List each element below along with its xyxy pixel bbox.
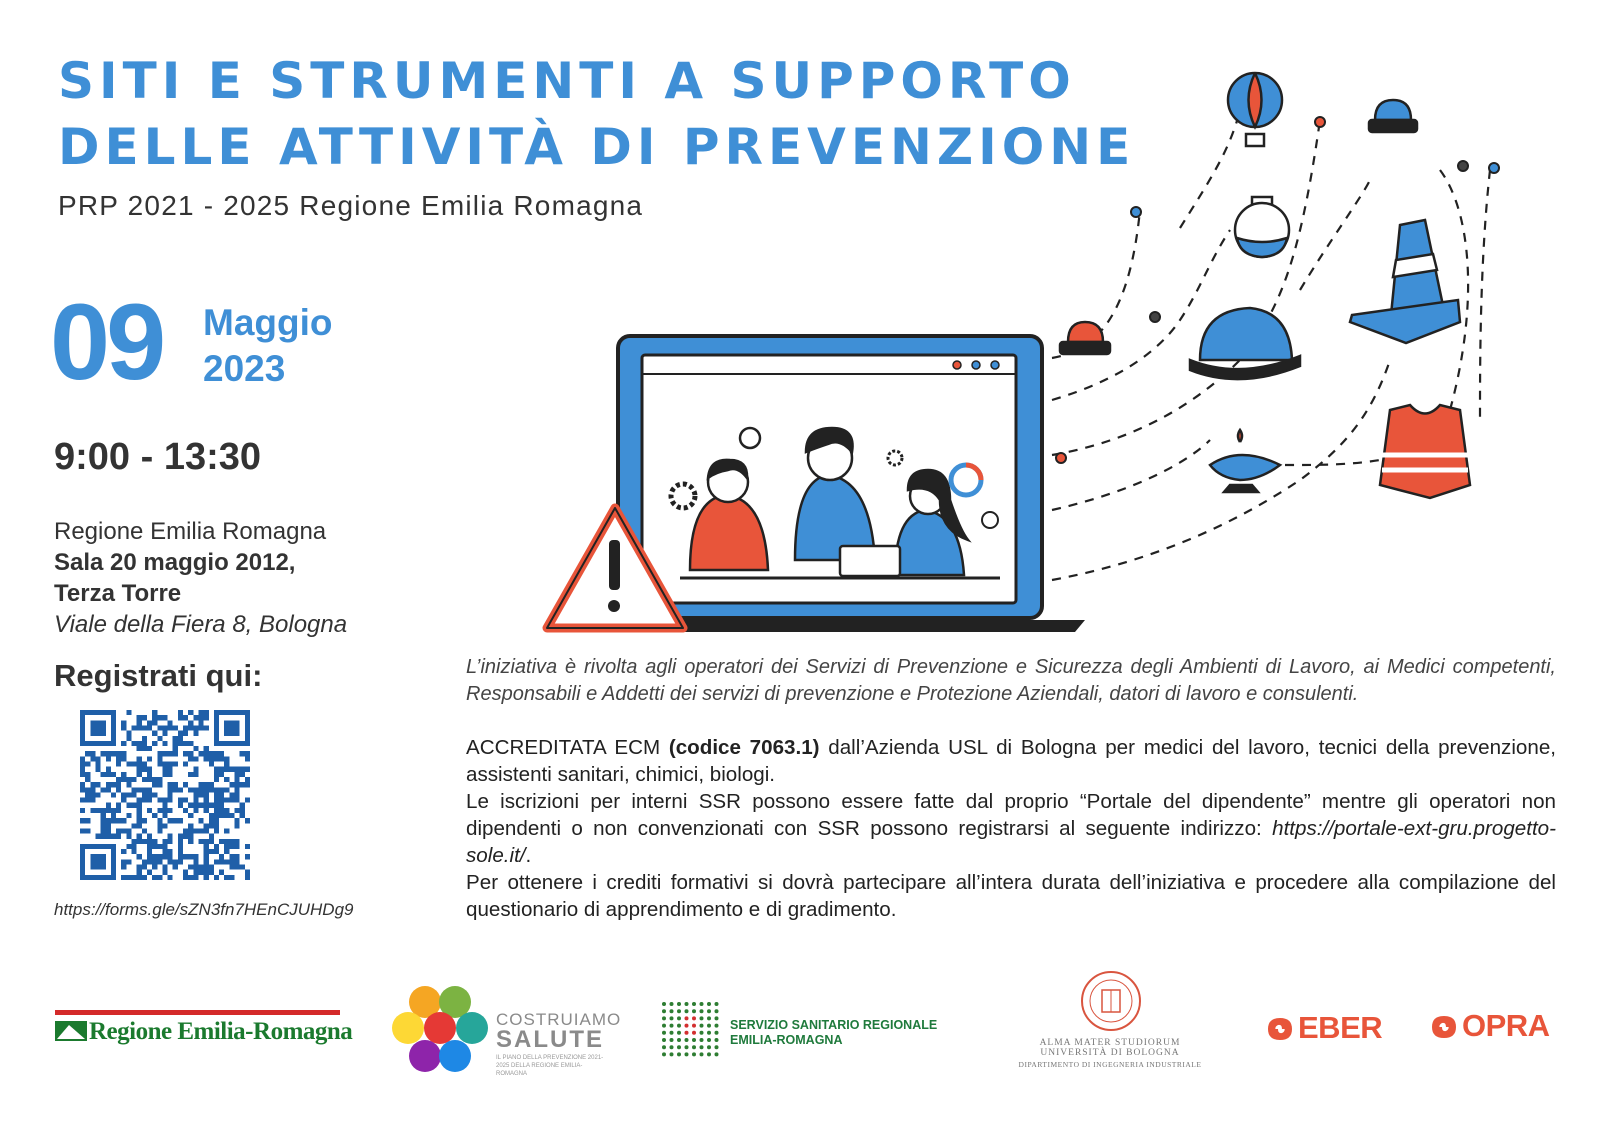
region-map-icon: [55, 1017, 87, 1045]
venue-line-2: Sala 20 maggio 2012,: [54, 549, 296, 576]
event-month-year: [203, 300, 332, 392]
footer-logos: [0, 970, 1600, 1090]
ssr-logo: [660, 1000, 940, 1060]
event-details: [466, 734, 1556, 923]
unibo-seal-icon: [1080, 970, 1142, 1032]
registration-link[interactable]: https://forms.gle/sZN3fn7HEnCJUHDg9: [54, 900, 354, 919]
regione-emilia-romagna-logo: [55, 1010, 353, 1050]
ecm-prefix: ACCREDITATA ECM: [466, 736, 669, 759]
ssr-line-1: SERVIZIO SANITARIO REGIONALE: [730, 1018, 938, 1032]
event-day: 09: [50, 281, 163, 402]
enroll-link[interactable]: https://portale-ext-gru.progetto-sole.it/: [466, 817, 1556, 867]
cs-line-2: SALUTE: [496, 1026, 604, 1053]
venue-line-1: Regione Emilia Romagna: [54, 518, 327, 545]
logo-red-bar: [55, 1010, 340, 1015]
rer-logo-text: Regione Emilia-Romagna: [89, 1018, 353, 1045]
unibo-line-3: DIPARTIMENTO DI INGEGNERIA INDUSTRIALE: [1018, 1060, 1202, 1069]
eber-logo-text: EBER: [1298, 1010, 1383, 1045]
cs-line-1: COSTRUIAMO: [496, 1010, 622, 1029]
venue-line-4: Viale della Fiera 8, Bologna: [54, 611, 348, 638]
cs-line-3: IL PIANO DELLA PREVENZIONE 2021-2025 DELLA REGIONE EMILIA-ROMAGNA: [496, 1055, 604, 1077]
ecm-text: dall’Azienda USL di Bologna per medici del lavoro, tecnici della prevenzione, assistenti sanitari, chimici, biologi.: [466, 736, 1557, 786]
enroll-paragraph: [466, 788, 1556, 869]
unibo-line-2: UNIVERSITÀ DI BOLOGNA: [1040, 1048, 1180, 1058]
ecm-code: (codice 7063.1): [668, 736, 820, 759]
credits-paragraph: Per ottenere i crediti formativi si dovrà partecipare all’intera durata dell’iniziativa e procedere alla compilazione del questionario di apprendimento e di gradimento.: [466, 871, 1556, 921]
enroll-end: .: [525, 844, 532, 867]
qr-code[interactable]: [80, 710, 250, 880]
enroll-text: Le iscrizioni per interni SSR possono essere fatte dal proprio “Portale del dipendente” mentre gli operatori non dipendenti o non convenzionati con SSR possono registrarsi al seguente indirizzo:: [466, 790, 1556, 840]
event-venue: [54, 516, 347, 640]
illustration: [540, 60, 1540, 640]
event-description: L’iniziativa è rivolta agli operatori dei Servizi di Prevenzione e Sicurezza degli Ambienti di Lavoro, ai Medici competenti, Responsabili e Addetti dei servizi di prevenzione e Protezione Aziendali, datori di lavoro e consulenti.: [466, 656, 1556, 705]
eber-logo: [1266, 1010, 1396, 1050]
costruiamo-salute-logo: [398, 980, 622, 1080]
title-line-2: DELLE ATTIVITÀ DI PREVENZIONE: [58, 118, 1136, 176]
unibo-line-1: ALMA MATER STUDIORUM: [1039, 1038, 1181, 1048]
eber-swirl-icon: [1266, 1016, 1294, 1042]
title-line-1: SITI E STRUMENTI A SUPPORTO: [58, 52, 1076, 110]
event-month: Maggio: [203, 302, 333, 343]
opra-logo-text: OPRA: [1462, 1008, 1550, 1043]
event-year: 2023: [203, 348, 286, 389]
costruiamo-salute-circles-icon: [390, 980, 490, 1080]
page-subtitle: PRP 2021 - 2025 Regione Emilia Romagna: [58, 190, 644, 221]
venue-line-3: Terza Torre: [54, 580, 182, 607]
ssr-line-2: EMILIA-ROMAGNA: [730, 1033, 843, 1047]
ssr-dots-icon: [660, 1000, 722, 1060]
ecm-paragraph: [466, 734, 1556, 788]
unibo-logo: [1010, 970, 1210, 1080]
opra-logo: [1430, 1008, 1560, 1048]
event-time: 9:00 - 13:30: [54, 436, 262, 478]
register-label: Registrati qui:: [54, 658, 263, 693]
opra-swirl-icon: [1430, 1014, 1458, 1040]
